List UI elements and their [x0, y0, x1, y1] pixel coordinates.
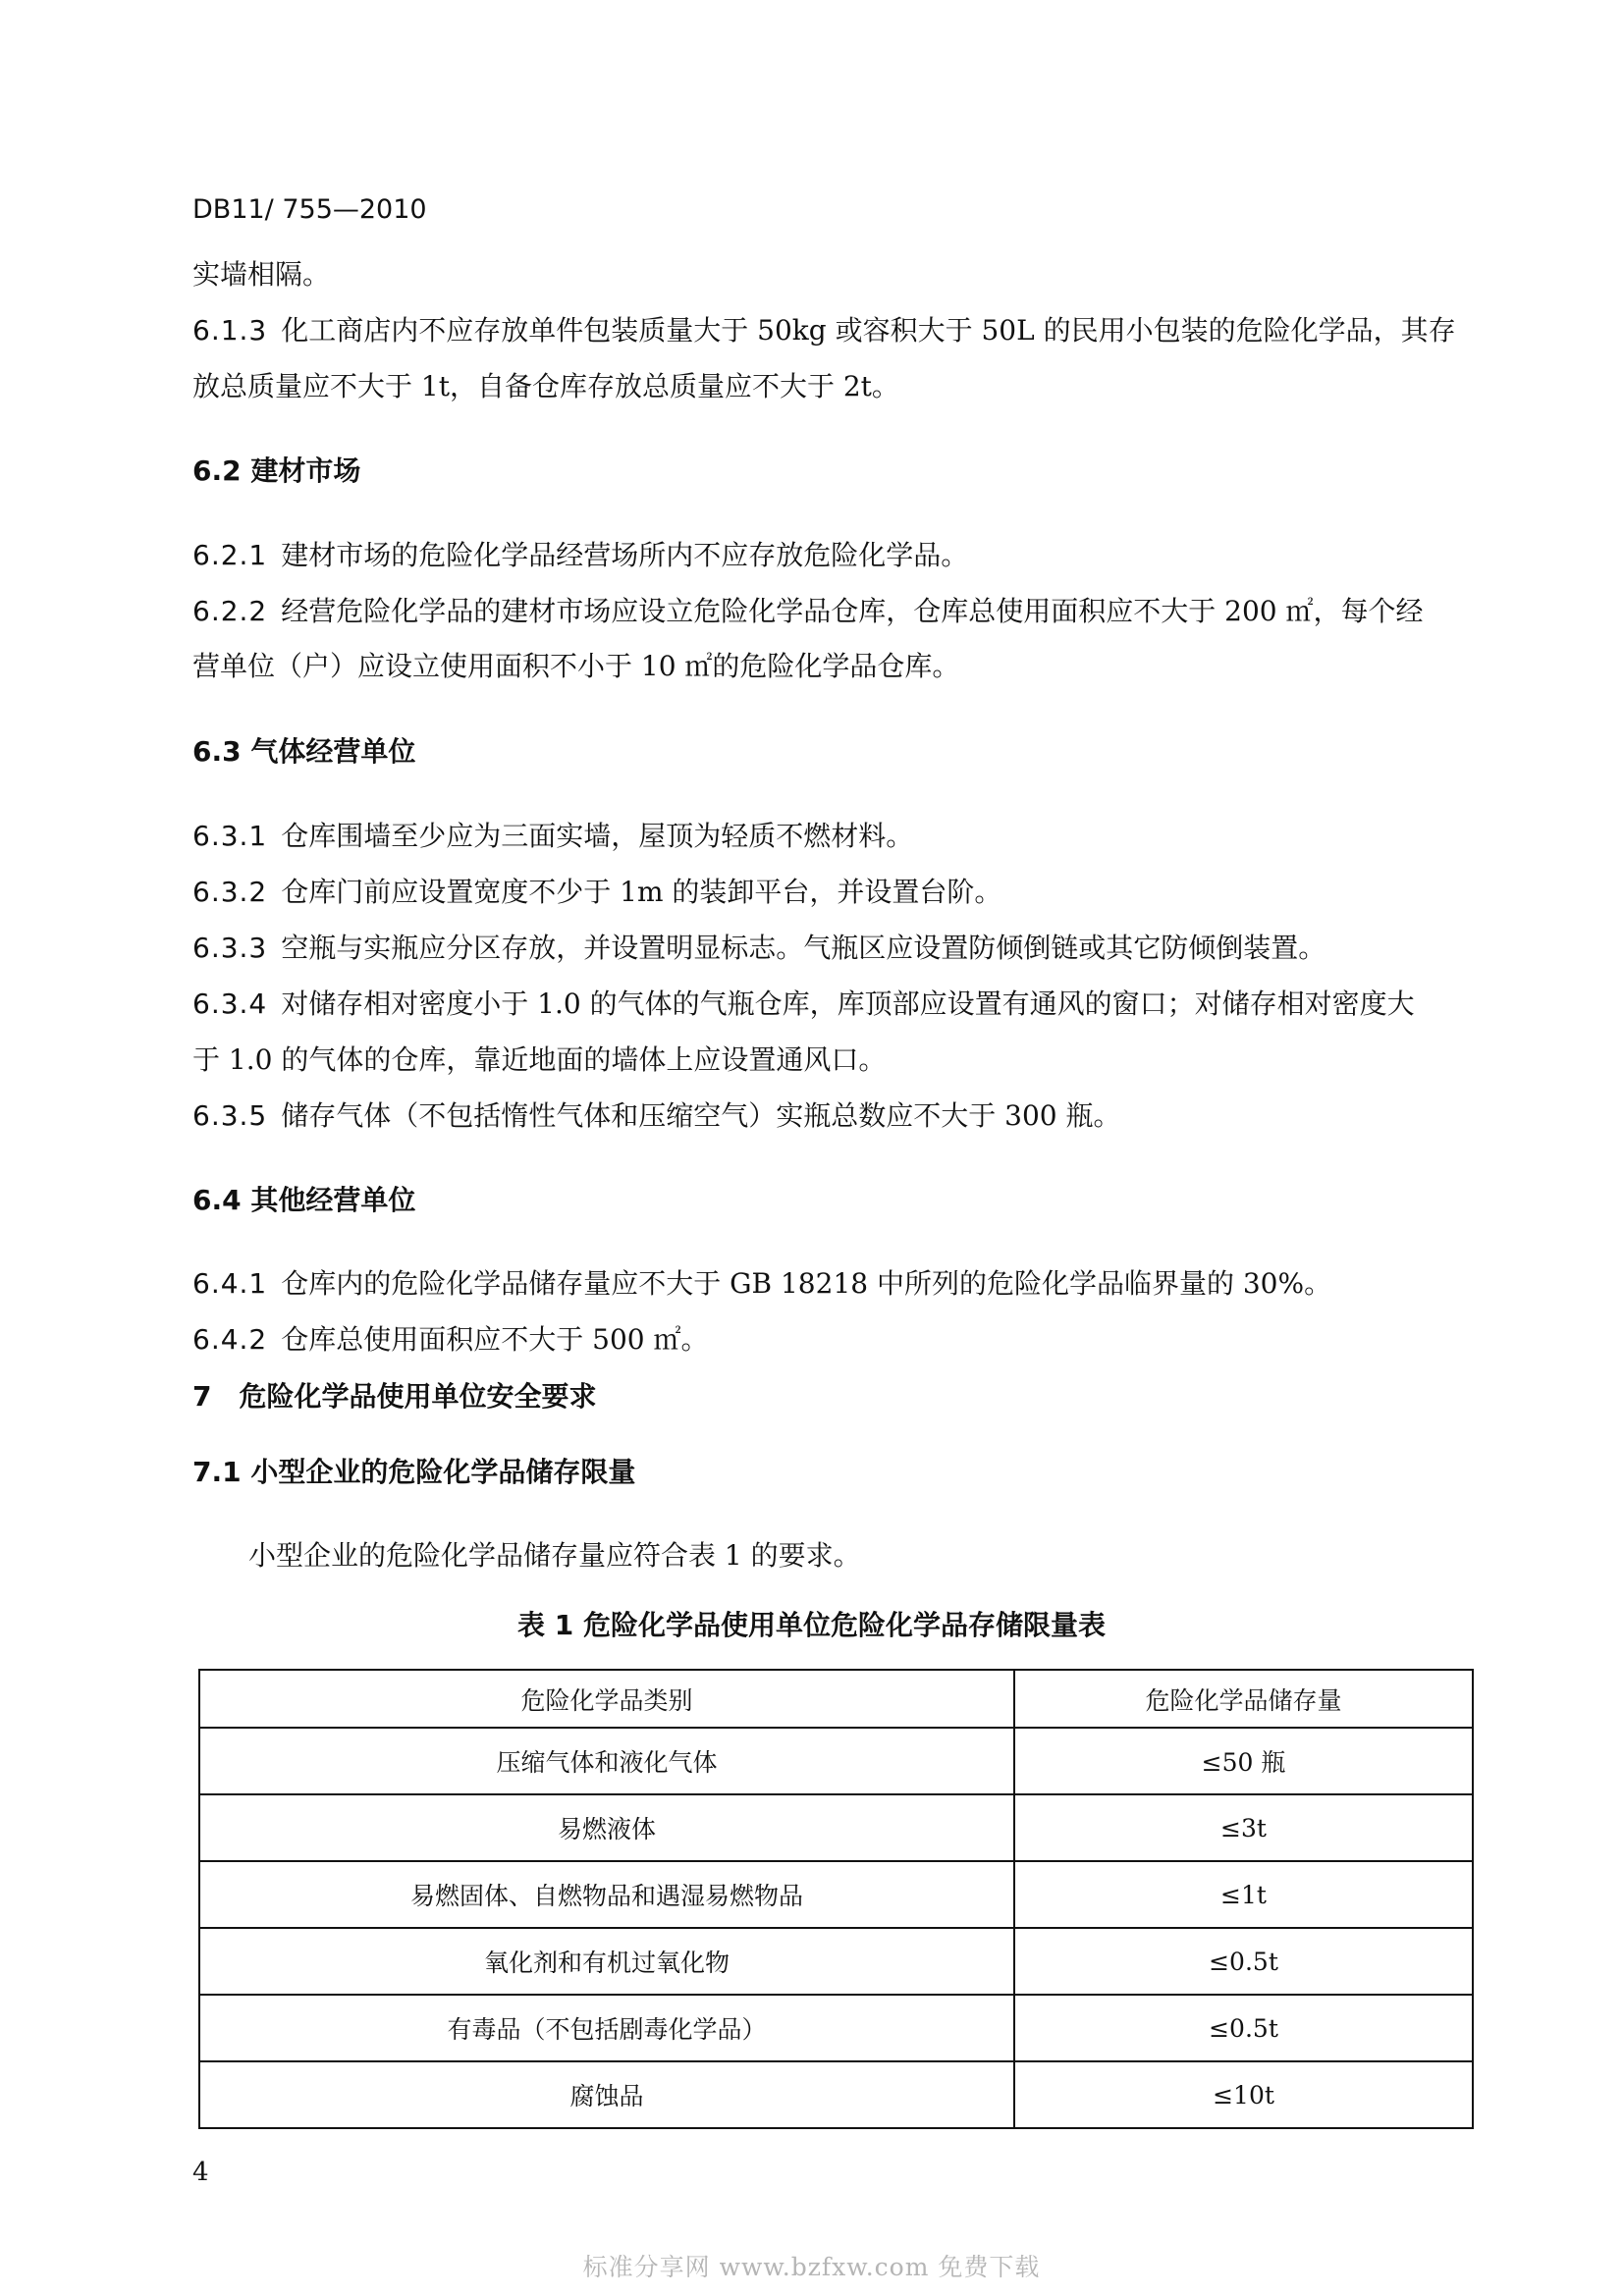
table-row [199, 1861, 1473, 1928]
clause-6-4-1 [192, 1266, 1331, 1302]
watermark: 标准分享网 www.bzfxw.com 免费下载 [582, 2253, 1041, 2281]
table-row [199, 1995, 1473, 2061]
clause-number: 6.1.3 [192, 314, 268, 347]
clause-6-2-2-line-2: 营单位（户）应设立使用面积不小于 10 ㎡的危险化学品仓库。 [192, 650, 960, 682]
cell-amount: ≤0.5t [1014, 1928, 1473, 1995]
table-header-row [199, 1670, 1473, 1728]
header-category: 危险化学品类别 [199, 1670, 1014, 1728]
clause-6-3-2 [192, 875, 1001, 910]
clause-text: 储存气体（不包括惰性气体和压缩空气）实瓶总数应不大于 300 瓶。 [281, 1099, 1121, 1132]
paragraph-7-1: 小型企业的危险化学品储存量应符合表 1 的要求。 [248, 1539, 861, 1572]
clause-number: 6.3.5 [192, 1099, 268, 1132]
clause-number: 6.2.2 [192, 595, 268, 627]
clause-number: 6.2.1 [192, 539, 268, 571]
table-row [199, 2061, 1473, 2128]
chapter-heading-7: 7 危险化学品使用单位安全要求 [192, 1380, 597, 1413]
cell-category: 氧化剂和有机过氧化物 [199, 1928, 1014, 1995]
clause-6-3-4-line-2: 于 1.0 的气体的仓库，靠近地面的墙体上应设置通风口。 [192, 1043, 887, 1076]
clause-text: 仓库门前应设置宽度不少于 1m 的装卸平台，并设置台阶。 [281, 876, 1002, 908]
clause-6-1-3-line-2: 放总质量应不大于 1t，自备仓库存放总质量应不大于 2t。 [192, 370, 899, 402]
clause-6-3-4-line-1 [192, 987, 1415, 1022]
clause-6-3-1 [192, 819, 913, 854]
clause-6-3-5 [192, 1098, 1121, 1134]
cell-amount: ≤3t [1014, 1794, 1473, 1861]
clause-number: 6.4.1 [192, 1267, 268, 1300]
clause-text: 仓库总使用面积应不大于 500 ㎡。 [281, 1323, 709, 1356]
clause-6-1-3-line-1 [192, 313, 1456, 348]
section-heading-7-1: 7.1 小型企业的危险化学品储存限量 [192, 1456, 636, 1488]
clause-6-4-2 [192, 1322, 709, 1358]
table-row [199, 1794, 1473, 1861]
header-storage-amount: 危险化学品储存量 [1014, 1670, 1473, 1728]
clause-6-2-2-line-1 [192, 594, 1424, 629]
cell-category: 压缩气体和液化气体 [199, 1728, 1014, 1794]
cell-category: 腐蚀品 [199, 2061, 1014, 2128]
clause-number: 6.4.2 [192, 1323, 268, 1356]
table-caption: 表 1 危险化学品使用单位危险化学品存储限量表 [517, 1609, 1106, 1641]
doc-code: DB11/ 755—2010 [192, 194, 427, 225]
clause-number: 6.3.3 [192, 932, 268, 964]
clause-6-3-3 [192, 931, 1325, 966]
clause-text: 对储存相对密度小于 1.0 的气体的气瓶仓库，库顶部应设置有通风的窗口；对储存相对密度大 [281, 988, 1415, 1020]
cell-amount: ≤0.5t [1014, 1995, 1473, 2061]
clause-number: 6.3.1 [192, 820, 268, 852]
clause-text: 仓库内的危险化学品储存量应不大于 GB 18218 中所列的危险化学品临界量的 30%。 [281, 1267, 1332, 1300]
clause-6-2-1 [192, 538, 968, 573]
clause-text: 经营危险化学品的建材市场应设立危险化学品仓库，仓库总使用面积应不大于 200 ㎡，每个经 [281, 595, 1424, 627]
page-number: 4 [192, 2158, 209, 2187]
cell-amount: ≤50 瓶 [1014, 1728, 1473, 1794]
clause-number: 6.3.2 [192, 876, 268, 908]
cell-category: 有毒品（不包括剧毒化学品） [199, 1995, 1014, 2061]
section-heading-6-4: 6.4 其他经营单位 [192, 1184, 416, 1216]
section-heading-6-2: 6.2 建材市场 [192, 454, 361, 487]
paragraph-continuation: 实墙相隔。 [192, 258, 331, 291]
section-heading-6-3: 6.3 气体经营单位 [192, 735, 416, 768]
cell-amount: ≤1t [1014, 1861, 1473, 1928]
table-row [199, 1928, 1473, 1995]
cell-category: 易燃液体 [199, 1794, 1014, 1861]
storage-limit-table [198, 1669, 1474, 2129]
clause-text: 化工商店内不应存放单件包装质量大于 50kg 或容积大于 50L 的民用小包装的危险化学品，其存 [281, 314, 1456, 347]
cell-amount: ≤10t [1014, 2061, 1473, 2128]
cell-category: 易燃固体、自燃物品和遇湿易燃物品 [199, 1861, 1014, 1928]
clause-number: 6.3.4 [192, 988, 268, 1020]
clause-text: 仓库围墙至少应为三面实墙，屋顶为轻质不燃材料。 [281, 820, 914, 852]
clause-text: 建材市场的危险化学品经营场所内不应存放危险化学品。 [281, 539, 969, 571]
table-row [199, 1728, 1473, 1794]
clause-text: 空瓶与实瓶应分区存放，并设置明显标志。气瓶区应设置防倾倒链或其它防倾倒装置。 [281, 932, 1326, 964]
